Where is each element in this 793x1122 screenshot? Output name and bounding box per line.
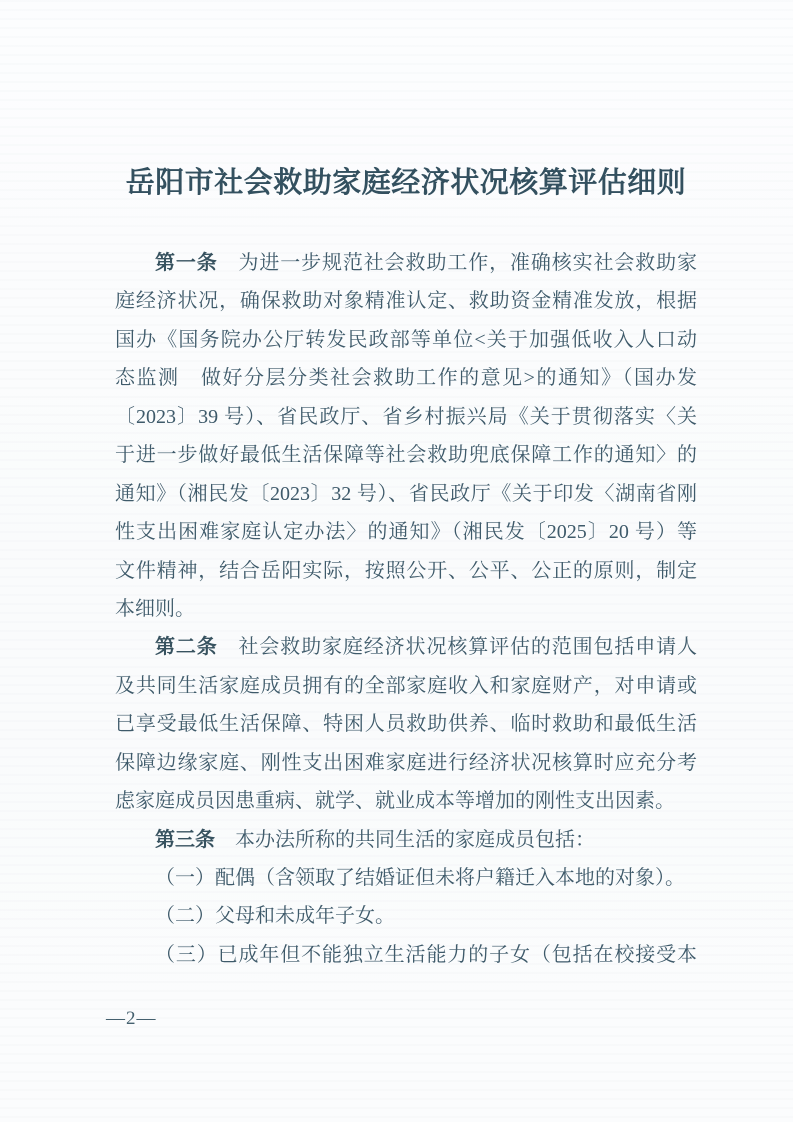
text-line: 国办《国务院办公厅转发民政部等单位<关于加强低收入人口动	[115, 328, 697, 351]
article-label: 第三条	[155, 828, 215, 851]
page-number: —2—	[106, 1008, 157, 1029]
text-line: 于进一步做好最低生活保障等社会救助兜底保障工作的通知〉的	[115, 444, 697, 467]
text-line: （二）父母和未成年子女。	[155, 905, 395, 928]
text-line: 性支出困难家庭认定办法〉的通知》（湘民发〔2025〕20 号）等	[115, 521, 697, 544]
document-body	[115, 244, 697, 974]
text-line: （三）已成年但不能独立生活能力的子女（包括在校接受本	[155, 943, 697, 966]
text-line: （一）配偶（含领取了结婚证但未将户籍迁入本地的对象）。	[155, 867, 685, 889]
text-line: 已享受最低生活保障、特困人员救助供养、临时救助和最低生活	[115, 713, 697, 736]
text-line: 虑家庭成员因患重病、就学、就业成本等增加的刚性支出因素。	[115, 790, 675, 813]
text-line: 〔2023〕39 号）、省民政厅、省乡村振兴局《关于贯彻落实〈关	[115, 405, 697, 428]
article-label: 第二条	[155, 636, 218, 659]
text-line: 及共同生活家庭成员拥有的全部家庭收入和家庭财产，对申请或	[115, 674, 697, 697]
document-title: 岳阳市社会救助家庭经济状况核算评估细则	[125, 167, 687, 199]
text-line: 本细则。	[115, 597, 195, 620]
text-line: 第二条 社会救助家庭经济状况核算评估的范围包括申请人	[155, 636, 697, 659]
text-line: 保障边缘家庭、刚性支出困难家庭进行经济状况核算时应充分考	[115, 751, 697, 774]
text-line: 第三条 本办法所称的共同生活的家庭成员包括：	[155, 828, 595, 851]
article-label: 第一条	[155, 252, 218, 274]
text-line: 态监测 做好分层分类社会救助工作的意见>的通知》（国办发	[115, 367, 697, 390]
text-line: 文件精神，结合岳阳实际，按照公开、公平、公正的原则，制定	[115, 559, 697, 582]
text-line: 第一条 为进一步规范社会救助工作，准确核实社会救助家	[155, 252, 697, 274]
text-line: 庭经济状况，确保救助对象精准认定、救助资金精准发放，根据	[115, 290, 697, 313]
text-line: 通知》（湘民发〔2023〕32 号）、省民政厅《关于印发〈湖南省刚	[115, 482, 697, 505]
